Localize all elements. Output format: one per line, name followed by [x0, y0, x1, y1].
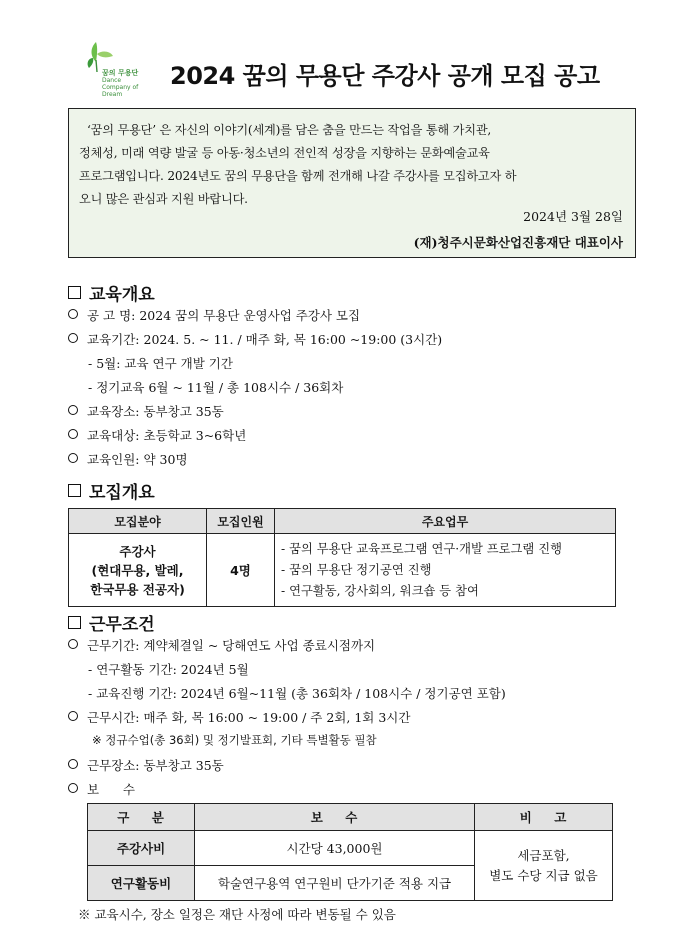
square-bullet-icon — [68, 286, 81, 299]
square-bullet-icon — [68, 616, 81, 629]
pay-value: 학술연구용역 연구원비 단가기준 적용 지급 — [195, 866, 475, 901]
logo-name-en: Dance Company of Dream — [102, 77, 139, 98]
section-title: 모집개요 — [89, 483, 155, 503]
intro-line: 정체성, 미래 역량 발굴 등 아동·청소년의 전인적 성장을 지향하는 문화예술교육 — [79, 146, 490, 160]
announcement-date: 2024년 3월 28일 — [523, 209, 623, 224]
pay-label: 연구활동비 — [88, 866, 195, 901]
table-header: 구 분 — [88, 804, 195, 831]
square-bullet-icon — [68, 484, 81, 497]
circle-bullet-icon — [68, 453, 78, 463]
section-education-overview — [68, 280, 155, 305]
list-item: 보 수 — [68, 780, 135, 798]
recruitment-table — [68, 508, 616, 607]
list-item: 근무기간: 계약체결일 ~ 당해연도 사업 종료시점까지 — [68, 636, 375, 654]
section-title: 근무조건 — [89, 615, 155, 635]
list-item: 교육대상: 초등학교 3~6학년 — [68, 426, 246, 444]
section-recruitment-overview — [68, 478, 155, 503]
note: ※ 정규수업(총 36회) 및 정기발표회, 기타 특별활동 필참 — [92, 733, 377, 747]
sub-item: - 5월: 교육 연구 개발 기간 — [88, 356, 233, 371]
sub-item: - 교육진행 기간: 2024년 6월~11월 (총 36회차 / 108시수 / 정기공연 포함) — [88, 686, 506, 701]
pay-label: 주강사비 — [88, 831, 195, 866]
table-row — [88, 831, 613, 866]
circle-bullet-icon — [68, 711, 78, 721]
logo-name-ko: 꿈의 무용단 — [102, 69, 139, 77]
table-row — [69, 534, 616, 607]
table-header: 주요업무 — [275, 509, 616, 534]
table-header: 비 고 — [475, 804, 613, 831]
circle-bullet-icon — [68, 759, 78, 769]
recruit-field: 주강사 (현대무용, 발레, 한국무용 전공자) — [69, 534, 207, 607]
list-item: 교육장소: 동부창고 35동 — [68, 402, 224, 420]
pay-table — [87, 803, 613, 901]
footnote: ※ 교육시수, 장소 일정은 재단 사정에 따라 변동될 수 있음 — [78, 907, 396, 922]
issuing-organization: (재)청주시문화산업진흥재단 대표이사 — [413, 235, 623, 250]
list-item: 교육인원: 약 30명 — [68, 450, 188, 468]
section-working-conditions — [68, 610, 155, 635]
intro-line: 오니 많은 관심과 지원 바랍니다. — [79, 192, 248, 206]
intro-line: 프로그램입니다. 2024년도 꿈의 무용단을 함께 전개해 나갈 주강사를 모집하고자 하 — [79, 169, 517, 183]
section-title: 교육개요 — [89, 285, 155, 305]
intro-box — [68, 108, 636, 258]
table-header: 모집인원 — [207, 509, 275, 534]
pay-note: 세금포함, 별도 수당 지급 없음 — [475, 831, 613, 901]
circle-bullet-icon — [68, 405, 78, 415]
list-item: 근무장소: 동부창고 35동 — [68, 756, 224, 774]
table-header: 보 수 — [195, 804, 475, 831]
list-item: 공 고 명: 2024 꿈의 무용단 운영사업 주강사 모집 — [68, 306, 360, 324]
header — [80, 40, 640, 100]
table-header: 모집분야 — [69, 509, 207, 534]
circle-bullet-icon — [68, 309, 78, 319]
sub-item: - 정기교육 6월 ~ 11월 / 총 108시수 / 36회차 — [88, 380, 344, 395]
recruit-count: 4명 — [207, 534, 275, 607]
list-item: 교육기간: 2024. 5. ~ 11. / 매주 화, 목 16:00 ~19:00 (3시간) — [68, 330, 442, 348]
circle-bullet-icon — [68, 333, 78, 343]
pay-value: 시간당 43,000원 — [195, 831, 475, 866]
circle-bullet-icon — [68, 783, 78, 793]
circle-bullet-icon — [68, 429, 78, 439]
foundation-logo — [80, 40, 140, 102]
sub-item: - 연구활동 기간: 2024년 5월 — [88, 662, 249, 677]
page-title: 2024 꿈의 무용단 주강사 공개 모집 공고 — [170, 62, 600, 90]
intro-line: ‘꿈의 무용단’ 은 자신의 이야기(세계)를 담은 춤을 만드는 작업을 통해 가치관, — [87, 123, 492, 137]
list-item: 근무시간: 매주 화, 목 16:00 ~ 19:00 / 주 2회, 1회 3시간 — [68, 708, 410, 726]
main-duties: - 꿈의 무용단 교육프로그램 연구·개발 프로그램 진행 - 꿈의 무용단 정기공연 진행 - 연구활동, 강사회의, 워크숍 등 참여 — [275, 534, 616, 607]
circle-bullet-icon — [68, 639, 78, 649]
